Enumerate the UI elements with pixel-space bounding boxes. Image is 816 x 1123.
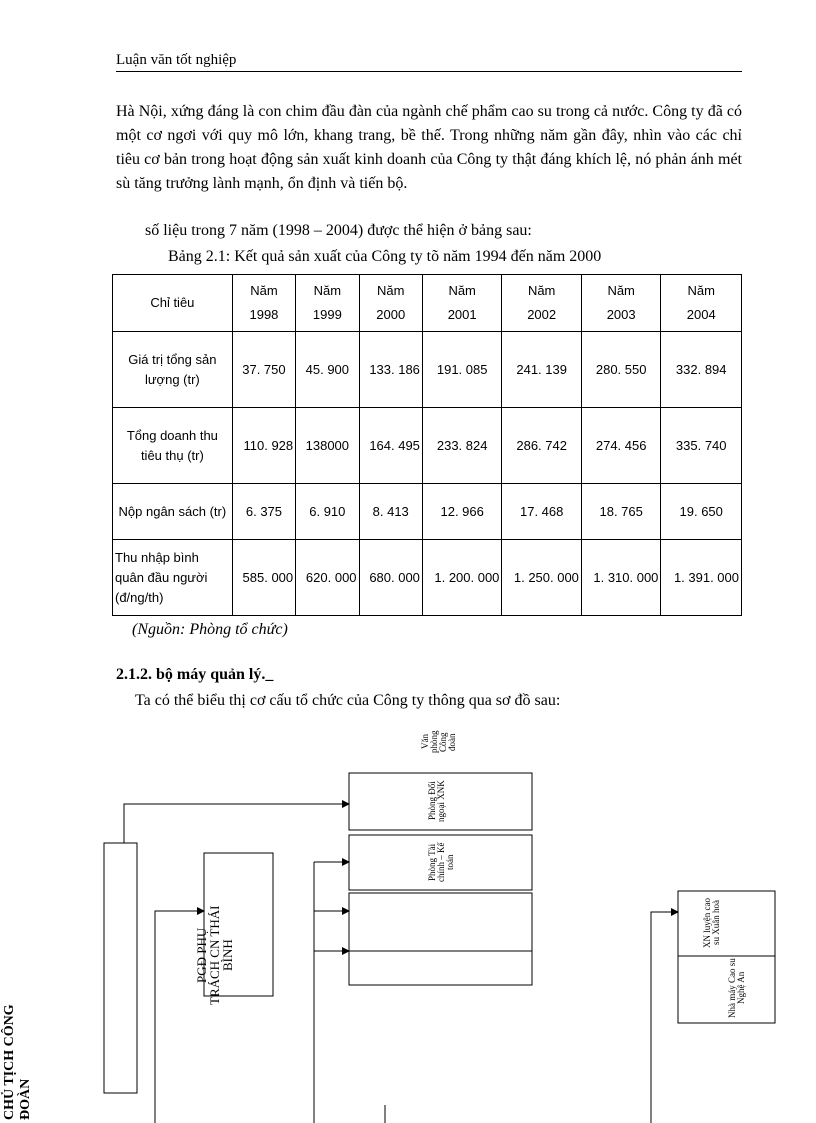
table-cell: 45. 900 (296, 332, 359, 408)
table-caption: Bảng 2.1: Kết quả sản xuất của Công ty tõ năm 1994 đến năm 2000 (168, 248, 602, 265)
org-pgd: PGĐ PHỤ TRÁCH CN THÁI BÌNH (194, 905, 235, 1005)
row-label: Giá trị tổng sản lượng (tr) (113, 332, 233, 408)
table-cell: 620. 000 (296, 540, 359, 616)
table-cell: 1. 310. 000 (581, 540, 661, 616)
table-cell: 19. 650 (661, 484, 742, 540)
paragraph-2: số liệu trong 7 năm (1998 – 2004) được thể hiện ở bảng sau: (145, 222, 532, 239)
table-cell: 241. 139 (502, 332, 582, 408)
running-header: Luận văn tốt nghiệp (116, 52, 742, 72)
table-cell: 191. 085 (422, 332, 502, 408)
header-year: Năm 2003 (581, 275, 661, 332)
box-chu-tich (104, 843, 137, 1093)
table-cell: 37. 750 (232, 332, 295, 408)
paragraph-1: Hà Nội, xứng đáng là con chim đầu đàn của ngành chế phẩm cao su trong cả nước. Công ty đã có một cơ ngơi với quy mô lớn, khang trang, bề thế. Trong những năm gần đây, nhìn vào các chỉ tiêu cơ bản trong hoạt động sản xuất kinh doanh của Công ty thật đáng khích lệ, nó phản ánh mét sù tăng trưởng lành mạnh, ổn định và tiến bộ. (116, 103, 742, 192)
org-doi-ngoai: Phòng Đối ngoại XNK (427, 780, 446, 822)
table-cell: 133. 186 (359, 332, 422, 408)
table-cell: 335. 740 (661, 408, 742, 484)
header-year: Năm 1998 (232, 275, 295, 332)
org-nha-may: Nhà máy Cao su Nghệ An (727, 958, 746, 1018)
row-label: Thu nhập bình quân đầu người (đ/ng/th) (113, 540, 233, 616)
table-cell: 164. 495 (359, 408, 422, 484)
org-chu-tich: CHỦ TỊCH CÔNG ĐOÀN (2, 1004, 33, 1120)
section-heading: 2.1.2. bộ máy quản lý._ (116, 666, 274, 683)
table-cell: 332. 894 (661, 332, 742, 408)
table-cell: 1. 200. 000 (422, 540, 502, 616)
section-intro: Ta có thể biểu thị cơ cấu tổ chức của Công ty thông qua sơ đồ sau: (135, 692, 561, 709)
header-label: Chỉ tiêu (113, 275, 233, 332)
table-cell: 1. 250. 000 (502, 540, 582, 616)
table-cell: 6. 375 (232, 484, 295, 540)
header-year: Năm 2001 (422, 275, 502, 332)
table-cell: 1. 391. 000 (661, 540, 742, 616)
table-cell: 18. 765 (581, 484, 661, 540)
table-cell: 680. 000 (359, 540, 422, 616)
table-cell: 138000 (296, 408, 359, 484)
header-year: Năm 2004 (661, 275, 742, 332)
table-cell: 110. 928 (232, 408, 295, 484)
box-phong-3 (349, 893, 532, 985)
header-year: Năm 2000 (359, 275, 422, 332)
table-cell: 12. 966 (422, 484, 502, 540)
table-cell: 8. 413 (359, 484, 422, 540)
table-cell: 6. 910 (296, 484, 359, 540)
org-xn-luyen: XN luyện cao su Xuân hoà (702, 898, 721, 948)
table-source: (Nguồn: Phòng tổ chức) (132, 621, 288, 638)
header-year: Năm 2002 (502, 275, 582, 332)
row-label: Nộp ngân sách (tr) (113, 484, 233, 540)
header-year: Năm 1999 (296, 275, 359, 332)
row-label: Tổng doanh thu tiêu thụ (tr) (113, 408, 233, 484)
table-cell: 17. 468 (502, 484, 582, 540)
org-van-phong: Văn phòng Công đoàn (420, 730, 457, 754)
table-cell: 274. 456 (581, 408, 661, 484)
table-cell: 585. 000 (232, 540, 295, 616)
table-cell: 280. 550 (581, 332, 661, 408)
table-cell: 286. 742 (502, 408, 582, 484)
org-tai-chinh: Phòng Tài chính – Kế toán (427, 842, 455, 882)
table-cell: 233. 824 (422, 408, 502, 484)
